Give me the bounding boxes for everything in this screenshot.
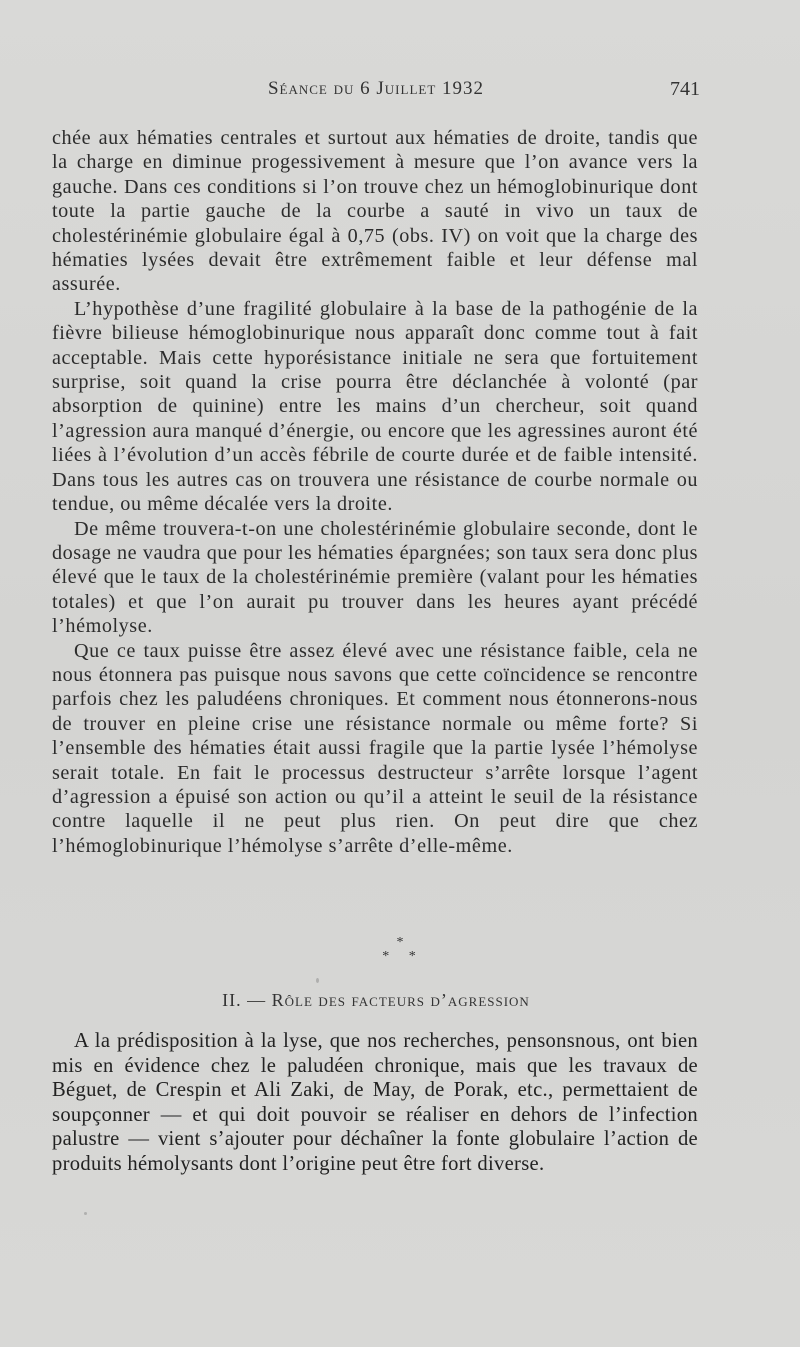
paragraph-que-ce-taux: Que ce taux puisse être assez élevé avec une résistance faible, cela ne nous étonnera pas puisque nous savons que cette coïncidence se rencontre parfois chez les paludéens chroniques. Et comment nous étonnerons-nous de trouver en pleine crise une résistance normale ou même forte? Si l’ensemble des hématies était aussi fragile que la partie lysée l’hémolyse serait totale. En fait le processus destructeur s’arrête lorsque l’agent d’agression a épuisé son action ou qu’il a atteint le seuil de la résistance contre laquelle il ne peut plus rien. On peut dire que chez l’hémoglobinurique l’hémolyse s’arrête d’elle-même. [52,639,698,857]
section-dash: — [247,990,267,1010]
section-title: Rôle des facteurs d’agression [271,990,530,1010]
section-heading [52,990,700,1011]
page-number: 741 [670,78,700,100]
running-title: Séance du 6 Juillet 1932 [267,78,485,99]
section-body [52,1029,698,1177]
print-speck [316,978,319,983]
section-number: II. [222,990,242,1010]
asterism-bottom: * * [382,949,424,964]
asterism-top: * [396,935,404,950]
body-text [52,126,698,858]
paragraph-de-meme: De même trouvera-t-on une cholestérinémie globulaire seconde, dont le dosage ne vaudra que pour les hématies épargnées; son taux sera donc plus élevé que le taux de la cholestérinémie première (valant pour les hématies totales) et que l’on aurait pu trouver dans les heures ayant précédé l’hémolyse. [52,517,698,638]
print-speck [84,1212,87,1215]
asterism-separator [0,936,800,964]
paragraph-hypothese: L’hypothèse d’une fragilité globulaire à la base de la pathogénie de la fièvre bilieuse hémoglobinurique nous apparaît donc comme tout à fait acceptable. Mais cette hyporésistance initiale ne sera que fortuitement surprise, soit quand la crise pourra être déclanchée à volonté (par absorption de quinine) entre les mains d’un chercheur, soit quand l’agression aura manqué d’énergie, ou encore que les agressines auront été liées à l’évolution d’un accès fébrile de courte durée et de faible intensité. Dans tous les autres cas on trouvera une résistance de courbe normale ou tendue, ou même décalée vers la droite. [52,297,698,516]
section-paragraph: A la prédisposition à la lyse, que nos recherches, pensonsnous, ont bien mis en évidence chez le paludéen chronique, mais que les travaux de Béguet, de Crespin et Ali Zaki, de May, de Porak, etc., permettaient de soupçonner — et qui doit pouvoir se réaliser en dehors de l’infection palustre — vient s’ajouter pour déchaîner la fonte globulaire l’action de produits hémolysants dont l’origine peut être fort diverse. [52,1030,698,1175]
running-head [52,78,700,108]
paragraph-continuation: chée aux hématies centrales et surtout aux hématies de droite, tandis que la charge en diminue progessivement à mesure que l’on avance vers la gauche. Dans ces conditions si l’on trouve chez un hémoglobinurique dont toute la partie gauche de la courbe a sauté in vivo un taux de cholestérinémie globulaire égal à 0,75 (obs. IV) on voit que la charge des hématies lysées devait être extrêmement faible et leur défense mal assurée. [52,127,698,296]
